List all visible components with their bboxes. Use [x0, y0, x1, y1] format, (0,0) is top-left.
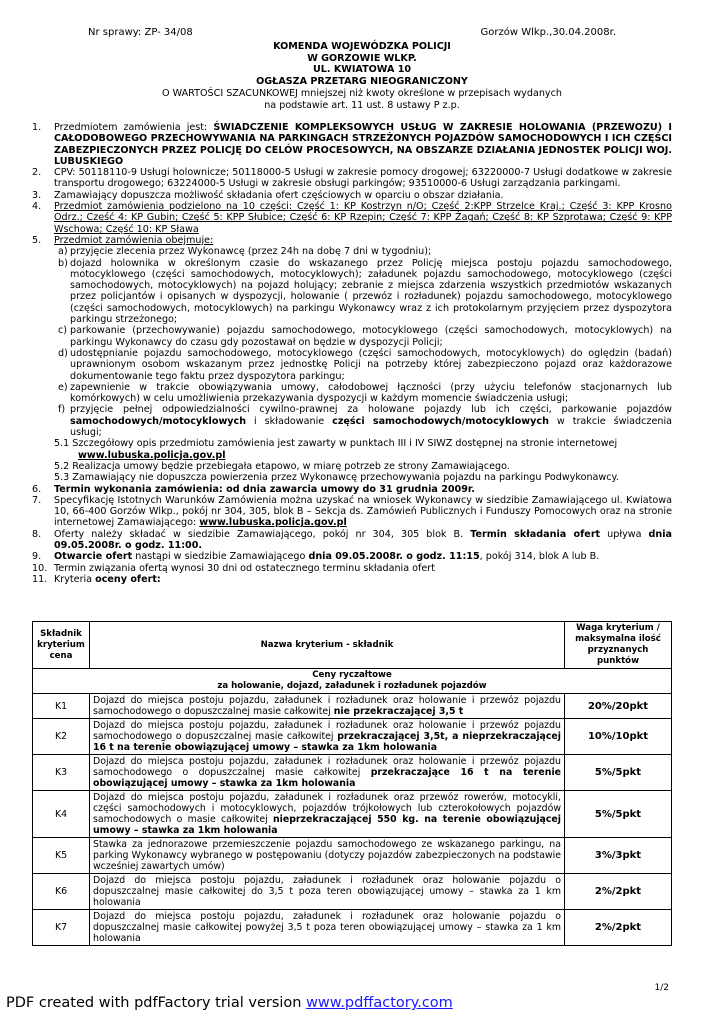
criterion-code: K7	[33, 910, 90, 946]
place-date: Gorzów Wlkp.,30.04.2008r.	[480, 27, 616, 38]
item-9-mid: nastąpi w siedzibie Zamawiającego	[132, 551, 309, 563]
criterion-weight: 10%/10pkt	[565, 719, 672, 755]
title-line-4: OGŁASZA PRZETARG NIEOGRANICZONY	[256, 76, 468, 88]
criterion-weight: 5%/5pkt	[565, 755, 672, 791]
item-number: 1.	[32, 122, 42, 133]
document-body	[32, 122, 672, 585]
criterion-description	[90, 910, 565, 946]
item-1	[32, 122, 672, 167]
item-5f-bold-2: części samochodowych/motocyklowych	[332, 415, 549, 427]
item-7-text: Specyfikację Istotnych Warunków Zamówienia można uzyskać na wniosek Wykonawcy w siedzibie Zamawiającego ul. Kwiatowa 10, 66-400 Gorzów Wlkp., pokój nr 304, 305, blok B – Sekcja ds. Zamówień Publicznych i Funduszy Pomocowych oraz na stronie internetowej Zamawiającego:	[54, 494, 672, 529]
title-block	[0, 41, 724, 111]
item-5a	[32, 246, 672, 257]
criterion-bold-text: nie przekraczającej 3,5 t	[333, 706, 464, 717]
item-9-post: , pokój 314, blok A lub B.	[479, 551, 600, 563]
criterion-weight: 3%/3pkt	[565, 838, 672, 874]
sub-letter: c)	[58, 325, 68, 337]
item-1-intro: Przedmiotem zamówienia jest:	[54, 122, 214, 133]
criterion-text: Stawka za jednorazowe przemieszczenie pojazdu samochodowego ze wskazanego parkingu, na parking Wykonawcy wybranego w postępowaniu (dotyczy pojazdów zabezpieczonych na podstawie wcześniej zawartych umów)	[93, 839, 561, 872]
item-5f-post: w trakcie świadczenia usługi;	[70, 415, 672, 439]
criterion-description	[90, 874, 565, 910]
criterion-code: K3	[33, 755, 90, 791]
item-5a-text: przyjęcie zlecenia przez Wykonawcę (przez 24h na dobę 7 dni w tygodniu);	[70, 246, 432, 258]
basis-line: na podstawie art. 11 ust. 8 ustawy P z.p.	[264, 99, 460, 111]
point-5-2: 5.2 Realizacja umowy będzie przebiegała etapowo, w miarę potrzeb ze strony Zamawiającego.	[54, 460, 510, 472]
item-number: 4.	[32, 201, 42, 213]
criterion-weight: 5%/5pkt	[565, 791, 672, 838]
item-11	[32, 574, 672, 585]
point-5-3: 5.3 Zamawiający nie dopuszcza powierzenia przez Wykonawcę przechowywania pojazdu na parkingu Podwykonawcy.	[54, 472, 619, 484]
item-number: 7.	[32, 494, 42, 506]
item-9	[32, 551, 672, 562]
item-3	[32, 190, 672, 201]
case-number: Nr sprawy: ZP- 34/08	[88, 27, 193, 38]
item-9-date: dnia 09.05.2008r. o godz. 11:15	[308, 551, 480, 563]
table-row	[33, 838, 672, 874]
criterion-code: K2	[33, 719, 90, 755]
item-5-text: Przedmiot zamówienia obejmuje:	[54, 234, 214, 246]
table-row	[33, 910, 672, 946]
criterion-description	[90, 755, 565, 791]
item-5f-mid: i składowanie	[246, 415, 333, 427]
item-8-bold: Termin składania ofert	[470, 528, 601, 540]
item-4-text: Przedmiot zamówienia podzielono na 10 części: Część 1: KP Kostrzyn n/O; Część 2:KPP Strzelce Kraj.; Część 3: KPP Krosno Odrz.; Część 4: KP Gubin; Część 5: KPP Słubice; Część 6: KP Rzepin; Część 7: KPP Żagań; Część 8: KP Szprotawa; Część 9: KPP Wschowa; Część 10: KP Sława	[54, 201, 672, 235]
table-row	[33, 791, 672, 838]
criterion-description	[90, 719, 565, 755]
page-number: 1/2	[654, 983, 669, 993]
item-1-subject: ŚWIADCZENIE KOMPLEKSOWYCH USŁUG W ZAKRESIE HOLOWANIA (PRZEWOZU) I CAŁODOBOWEGO PRZECHOWYWANIA NA PARKINGACH STRZEŻONYCH POJAZDÓW SAMOCHODOWYCH I ICH CZĘŚCI ZABEZPIECZONYCH PRZEZ POLICJĘ DO CELÓW PROCESOWYCH, NA OBSZARZE DZIAŁANIA JEDNOSTEK POLICJI WOJ. LUBUSKIEGO	[54, 122, 672, 167]
criterion-bold-text: przekraczającej 3,5t, a nieprzekraczającej 16 t na terenie obowiązującej umowy – stawka za 1km holowania	[93, 731, 561, 753]
sub-letter: b)	[58, 257, 68, 269]
criterion-code: K4	[33, 791, 90, 838]
footer-text: PDF created with pdfFactory trial version	[6, 995, 307, 1011]
table-row	[33, 694, 672, 719]
criterion-text: Dojazd do miejsca postoju pojazdu, załadunek i rozładunek oraz holowanie pojazdu o dopuszczalnej masie całkowitej powyżej 3,5 t poza teren obowiązującej umowy – stawka za 1 km holowania	[93, 911, 561, 944]
criterion-text: Dojazd do miejsca postoju pojazdu, załadunek i rozładunek oraz holowanie pojazdu o dopuszczalnej masie całkowitej do 3,5 t poza teren obowiązującej umowy – stawka za 1 km holowania	[93, 875, 561, 908]
criterion-weight: 20%/20pkt	[565, 694, 672, 719]
item-number: 5.	[32, 234, 42, 246]
criterion-description	[90, 694, 565, 719]
item-11-pre: Kryteria	[54, 573, 96, 585]
item-5f	[32, 404, 672, 438]
criterion-text: Dojazd do miejsca postoju pojazdu, załadunek i rozładunek oraz holowanie i przewóz pojazdu samochodowego o dopuszczalnej masie całkowitej	[93, 720, 561, 742]
table-row	[33, 755, 672, 791]
criterion-code: K5	[33, 838, 90, 874]
item-8	[32, 529, 672, 552]
pdf-footer	[6, 995, 453, 1011]
item-8-mid: upływa	[600, 528, 649, 540]
group-heading	[33, 669, 672, 694]
group-row	[33, 669, 672, 694]
item-5f-pre: przyjęcie pełnej odpowiedzialności cywilno-prawnej za holowane pojazdy lub ich części, parkowanie pojazdów	[70, 404, 672, 416]
item-4	[32, 201, 672, 235]
item-5e	[32, 382, 672, 405]
item-5c	[32, 325, 672, 348]
item-11-bold: oceny ofert:	[95, 573, 161, 585]
title-line-3: UL. KWIATOWA 10	[312, 64, 412, 76]
title-line-1: KOMENDA WOJEWÓDZKA POLICJI	[273, 41, 451, 52]
item-8-deadline: dnia 09.05.2008r. o godz. 11:00.	[54, 528, 672, 551]
item-2-text: CPV: 50118110-9 Usługi holownicze; 50118000-5 Usługi w zakresie pomocy drogowej; 63220000-7 Usługi dodatkowe w zakresie transportu drogowego; 63224000-5 Usługi w zakresie obsługi parkingów; 93510000-6 Usługi zarządzania parkingami.	[54, 167, 672, 190]
criterion-text: Dojazd do miejsca postoju pojazdu, załadunek i rozładunek oraz przewóz rowerów, motocykli, części samochodowych i motocyklowych, pojazdów trójkołowych lub czterokołowych pojazdów samochodowych o masie całkowitej	[93, 792, 561, 825]
item-number: 8.	[32, 528, 42, 540]
item-8-pre: Oferty należy składać w siedzibie Zamawiającego, pokój nr 304, 305 blok B.	[54, 528, 471, 540]
item-5	[32, 235, 672, 246]
title-line-2: W GORZOWIE WLKP.	[307, 52, 417, 64]
website-link[interactable]: www.lubuska.policja.gov.pl	[199, 517, 347, 529]
criterion-bold-text: przekraczające 16 t na terenie obowiązującej umowy – stawka za 1km holowania	[93, 767, 562, 789]
item-9-bold: Otwarcie ofert	[54, 551, 133, 563]
item-number: 3.	[32, 189, 42, 201]
header-code: Składnik kryterium cena	[33, 622, 90, 669]
criterion-description	[90, 838, 565, 874]
table-header-row	[33, 622, 672, 669]
item-number: 9.	[32, 551, 42, 563]
criterion-code: K6	[33, 874, 90, 910]
item-10	[32, 563, 672, 574]
item-2	[32, 167, 672, 190]
header-name: Nazwa kryterium - składnik	[90, 622, 565, 669]
header-weight: Waga kryterium / maksymalna ilość przyznanych punktów	[565, 622, 672, 669]
criterion-text: Dojazd do miejsca postoju pojazdu, załadunek i rozładunek oraz holowanie i przewóz pojazdu samochodowego o dopuszczalnej masie całkowitej	[93, 756, 561, 778]
sub-letter: f)	[58, 404, 66, 416]
group-line-1: Ceny ryczałtowe	[312, 670, 392, 680]
item-3-text: Zamawiający dopuszcza możliwość składania ofert częściowych w oparciu o obszar działania.	[54, 189, 504, 201]
value-line: O WARTOŚCI SZACUNKOWEJ mniejszej niż kwoty określone w przepisach wydanych	[162, 87, 562, 99]
point-5-1	[32, 438, 672, 461]
criterion-bold-text: nieprzekraczającej 550 kg. na terenie obowiązującej umowy – stawka za 1km holowania	[93, 814, 561, 836]
item-5d	[32, 348, 672, 382]
item-5b	[32, 258, 672, 326]
item-7	[32, 495, 672, 529]
point-5-1-text: 5.1 Szczegółowy opis przedmiotu zamówienia jest zawarty w punktach III i IV SIWZ dostępnej na stronie internetowej	[54, 438, 618, 450]
criteria-table	[32, 621, 672, 946]
criterion-weight: 2%/2pkt	[565, 874, 672, 910]
item-number: 10.	[32, 562, 48, 574]
sub-letter: e)	[58, 381, 68, 393]
item-number: 2.	[32, 167, 42, 179]
group-line-2: za holowanie, dojazd, załadunek i rozładunek pojazdów	[217, 681, 487, 691]
criterion-description	[90, 791, 565, 838]
table-row	[33, 719, 672, 755]
criterion-text: Dojazd do miejsca postoju pojazdu, załadunek i rozładunek oraz holowanie i przewóz pojazdu samochodowego o dopuszczalnej masie całkowitej	[93, 695, 561, 717]
item-5d-text: udostępnianie pojazdu samochodowego, motocyklowego (części samochodowych, motocyklowych) do oględzin (badań) uprawnionym osobom wskazanym przez jednostkę Policji na potrzeby której zabezpieczono pojazd oraz każdorazowe dokumentowanie tego faktu przez dyspozytora parkingu;	[70, 347, 672, 382]
item-number: 6.	[32, 483, 42, 495]
table-row	[33, 874, 672, 910]
item-5b-text: dojazd holownika w określonym czasie do wskazanego przez Policję miejsca postoju pojazdu samochodowego, motocyklowego (części samochodowych, motocyklowych); załadunek pojazdu samochodowego, motocyklowego (części samochodowych, motocyklowych) na pojazd holujący; zebranie z miejsca zdarzenia wszystkich przedmiotów wskazanych przez policjantów i opisanych w dyspozycji, holowanie ( przewóz i rozładunek) pojazdu samochodowego, motocyklowego (części samochodowych, motocyklowych) na parkingu Wykonawcy wraz z ich protokolarnym przyjęciem przez dyspozytora parkingu strzeżonego;	[70, 257, 672, 326]
criterion-code: K1	[33, 694, 90, 719]
sub-letter: d)	[58, 347, 68, 359]
criterion-weight: 2%/2pkt	[565, 910, 672, 946]
item-10-text: Termin związania ofertą wynosi 30 dni od ostatecznego terminu składania ofert	[54, 562, 435, 574]
sub-letter: a)	[58, 246, 68, 258]
item-6-text: Termin wykonania zamówienia: od dnia zawarcia umowy do 31 grudnia 2009r.	[54, 483, 475, 495]
item-number: 11.	[32, 573, 48, 585]
siwz-link[interactable]: www.lubuska.policja.gov.pl	[78, 449, 226, 461]
item-5e-text: zapewnienie w trakcie obowiązywania umowy, całodobowej łączności (przy użyciu telefonów stacjonarnych lub komórkowych) w celu umożliwienia przekazywania dyspozycji w każdym momencie świadczenia usługi;	[70, 381, 672, 405]
item-6	[32, 484, 672, 495]
item-5c-text: parkowanie (przechowywanie) pojazdu samochodowego, motocyklowego (części samochodowych, motocyklowych) na parkingu Wykonawcy do czasu gdy pozostawał on będzie w dyspozycji Policji;	[70, 325, 672, 348]
footer-link[interactable]: www.pdffactory.com	[306, 995, 453, 1011]
item-5f-bold-1: samochodowych/motocyklowych	[70, 415, 247, 427]
